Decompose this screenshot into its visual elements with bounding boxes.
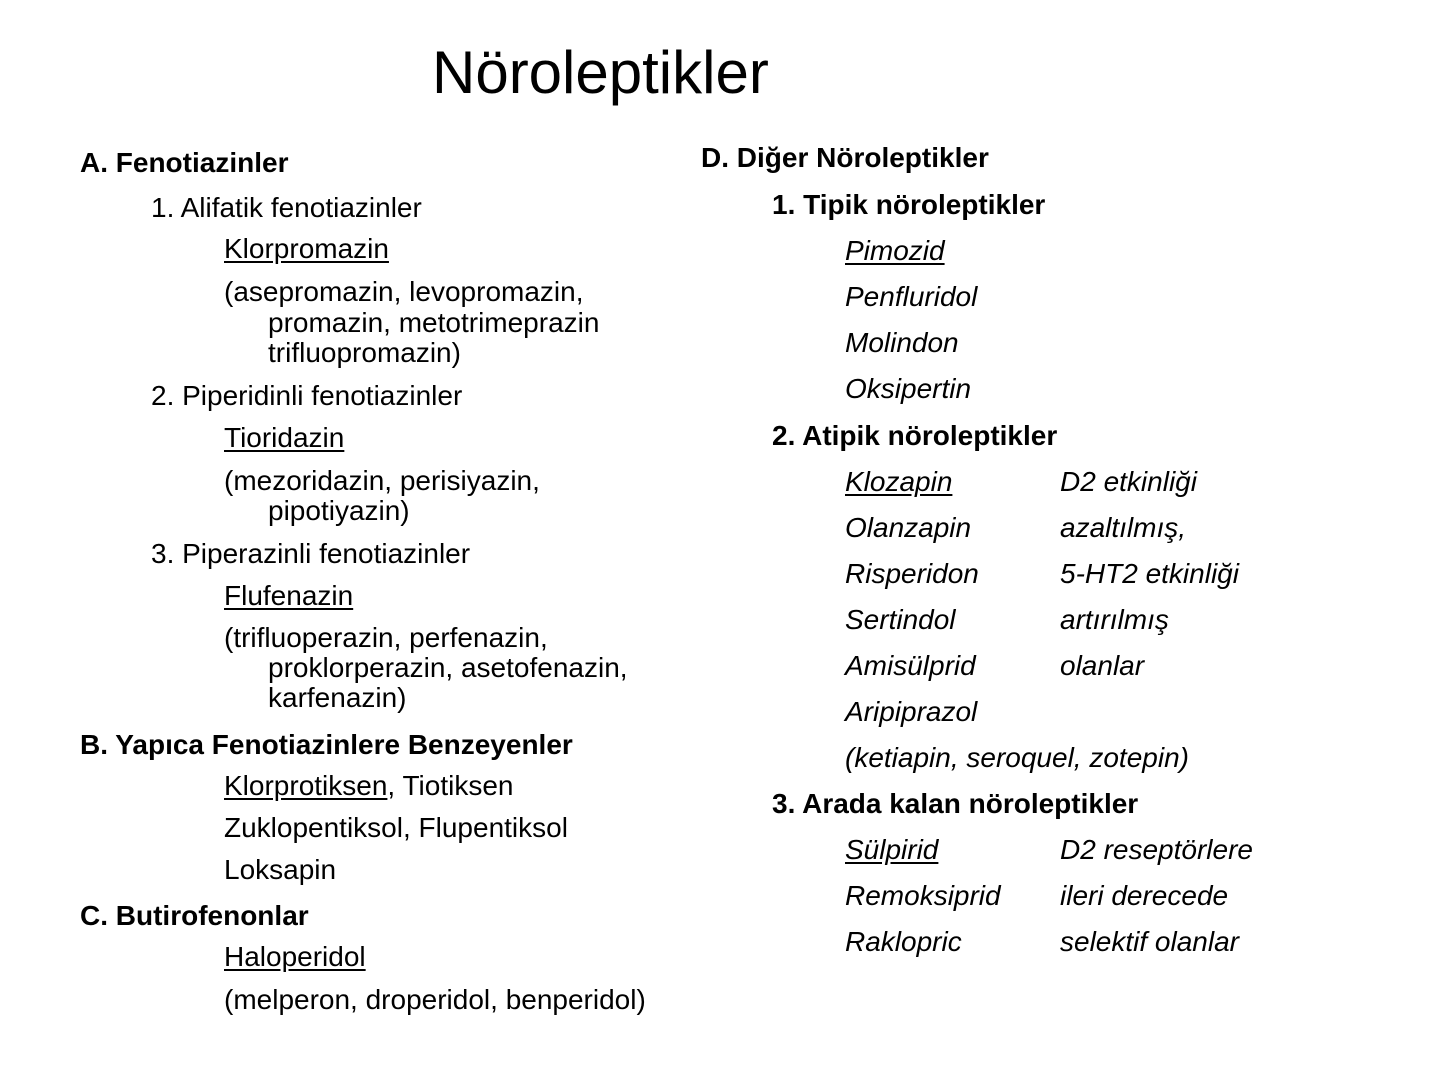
section-d2-drug: Sertindol [845, 604, 956, 635]
section-a1-drug: Klorpromazin [224, 233, 389, 264]
section-a-heading: A. Fenotiazinler [80, 147, 289, 178]
section-d2-drug: Klozapin [845, 466, 953, 497]
section-d2-drug: Amisülprid [845, 650, 976, 681]
section-a3-others-line3: karfenazin) [268, 682, 407, 713]
section-d2-note: D2 etkinliği [1060, 466, 1197, 497]
section-d1-drug: Oksipertin [845, 373, 972, 404]
section-a1-others-line2: promazin, metotrimeprazin [268, 307, 600, 338]
section-d3-note: ileri derecede [1060, 880, 1229, 911]
section-d2-note: artırılmış [1060, 604, 1169, 635]
section-d3-note: D2 reseptörlere [1060, 834, 1253, 865]
section-b-drug-underlined: Klorprotiksen [224, 770, 388, 801]
section-a3-heading: 3. Piperazinli fenotiazinler [151, 538, 471, 569]
section-a3-drug: Flufenazin [224, 580, 354, 611]
section-d2-note: azaltılmış, [1060, 512, 1187, 543]
section-d-heading: D. Diğer Nöroleptikler [701, 142, 989, 173]
section-a2-others-line1: (mezoridazin, perisiyazin, [224, 465, 540, 496]
section-d2-drug: Olanzapin [845, 512, 972, 543]
section-b-drug-line3: Loksapin [224, 854, 337, 885]
section-b-drug-line2: Zuklopentiksol, Flupentiksol [224, 812, 568, 843]
section-d1-drug: Pimozid [845, 235, 945, 266]
section-d3-heading: 3. Arada kalan nöroleptikler [772, 788, 1139, 819]
section-a2-heading: 2. Piperidinli fenotiazinler [151, 380, 463, 411]
section-c-heading: C. Butirofenonlar [80, 900, 309, 931]
section-d2-note: 5-HT2 etkinliği [1060, 558, 1239, 589]
section-d1-drug: Molindon [845, 327, 959, 358]
section-a1-others-line1: (asepromazin, levopromazin, [224, 276, 584, 307]
page-title: Nöroleptikler [432, 39, 769, 106]
section-a2-drug: Tioridazin [224, 422, 345, 453]
section-b-heading: B. Yapıca Fenotiazinlere Benzeyenler [80, 729, 573, 760]
section-c-drug: Haloperidol [224, 941, 366, 972]
section-d2-heading: 2. Atipik nöroleptikler [772, 420, 1058, 451]
section-d2-others: (ketiapin, seroquel, zotepin) [845, 742, 1189, 773]
section-d3-drug: Remoksiprid [845, 880, 1001, 911]
section-d1-drug: Penfluridol [845, 281, 978, 312]
section-a3-others-line2: proklorperazin, asetofenazin, [268, 652, 628, 683]
section-d3-note: selektif olanlar [1060, 926, 1239, 957]
section-c-others: (melperon, droperidol, benperidol) [224, 984, 646, 1015]
section-d3-drug: Sülpirid [845, 834, 939, 865]
section-d2-note: olanlar [1060, 650, 1145, 681]
section-a2-others-line2: pipotiyazin) [268, 495, 410, 526]
section-d1-heading: 1. Tipik nöroleptikler [772, 189, 1046, 220]
section-b-drug-rest: , Tiotiksen [387, 770, 514, 801]
section-a3-others-line1: (trifluoperazin, perfenazin, [224, 622, 548, 653]
section-d3-drug: Raklopric [845, 926, 962, 957]
section-a1-others-line3: trifluopromazin) [268, 337, 461, 368]
section-b-drug-line1 [224, 770, 513, 802]
section-d2-drug: Risperidon [845, 558, 979, 589]
section-d2-drug: Aripiprazol [845, 696, 978, 727]
section-a1-heading: 1. Alifatik fenotiazinler [151, 192, 422, 223]
